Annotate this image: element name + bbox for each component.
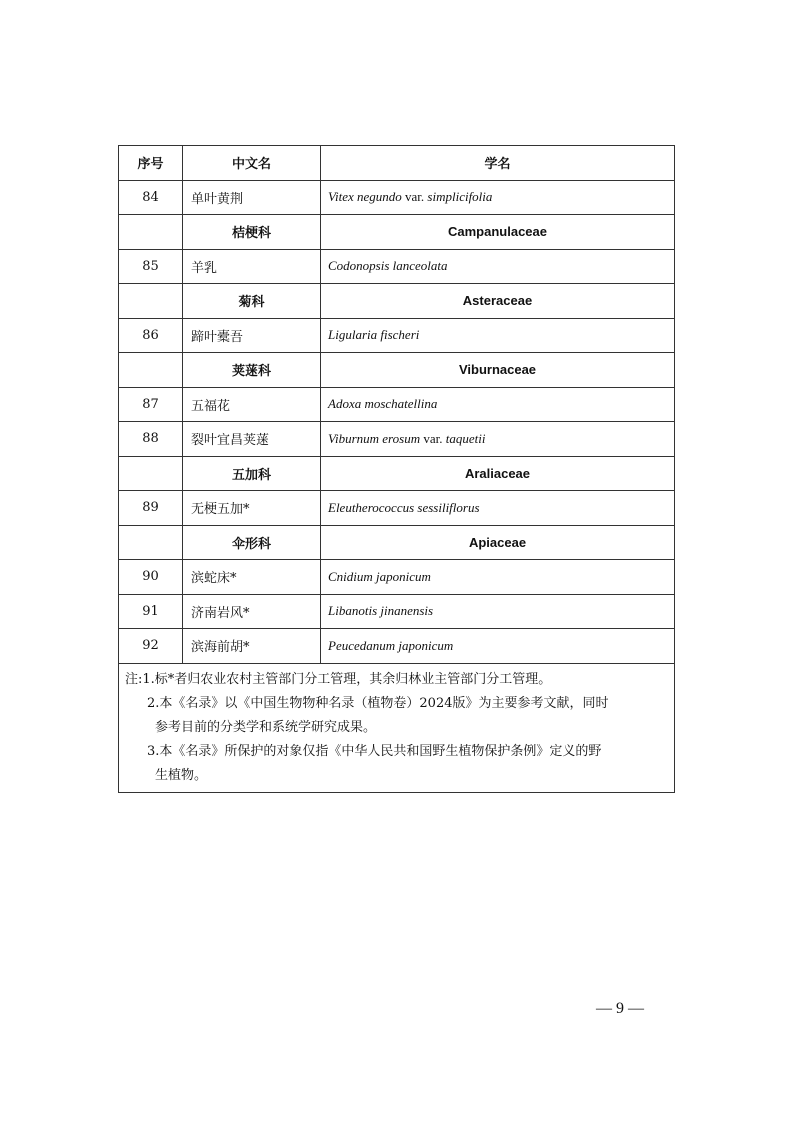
scientific-name-italic-part: Eleutherococcus sessiliflorus: [328, 499, 480, 515]
species-row: [119, 387, 675, 422]
family-empty-cell: [119, 456, 183, 491]
species-chinese-name: 济南岩风*: [183, 594, 321, 629]
family-chinese-name: 荚蒾科: [183, 353, 321, 388]
serial-number: 86: [119, 318, 183, 353]
serial-number: 90: [119, 560, 183, 595]
species-chinese-name: 羊乳: [183, 249, 321, 284]
note-3-line-1: 3.本《名录》所保护的对象仅指《中华人民共和国野生植物保护条例》定义的野: [147, 743, 602, 759]
scientific-name-italic-part: Cnidium japonicum: [328, 568, 431, 584]
scientific-name-italic-part: Adoxa moschatellina: [328, 396, 438, 412]
species-chinese-name: 裂叶宜昌荚蒾: [183, 422, 321, 457]
family-row: [119, 353, 675, 388]
species-chinese-name: 滨海前胡*: [183, 629, 321, 664]
family-empty-cell: [119, 284, 183, 319]
family-empty-cell: [119, 525, 183, 560]
family-row: [119, 215, 675, 250]
species-scientific-name: [321, 249, 675, 284]
family-chinese-name: 伞形科: [183, 525, 321, 560]
notes-row: [119, 663, 675, 792]
family-empty-cell: [119, 215, 183, 250]
species-row: [119, 249, 675, 284]
species-scientific-name: [321, 180, 675, 215]
note-1: 注:1.标*者归农业农村主管部门分工管理，其余归林业主管部门分工管理。: [125, 671, 552, 687]
family-scientific-name: Viburnaceae: [321, 353, 675, 388]
family-scientific-name: Araliaceae: [321, 456, 675, 491]
species-chinese-name: 无梗五加*: [183, 491, 321, 526]
serial-number: 84: [119, 180, 183, 215]
species-row: [119, 594, 675, 629]
header-chinese-name: 中文名: [183, 146, 321, 181]
species-scientific-name: [321, 387, 675, 422]
species-chinese-name: 五福花: [183, 387, 321, 422]
scientific-name-italic-part: Ligularia fischeri: [328, 327, 420, 343]
species-row: [119, 491, 675, 526]
family-chinese-name: 菊科: [183, 284, 321, 319]
page-number: — 9 —: [596, 1000, 644, 1017]
species-row: [119, 560, 675, 595]
family-row: [119, 525, 675, 560]
scientific-name-rank: var.: [401, 189, 428, 205]
note-2-line-1: 2.本《名录》以《中国生物物种名录（植物卷）2024版》为主要参考文献，同时: [147, 695, 609, 711]
header-scientific-name: 学名: [321, 146, 675, 181]
scientific-name-italic-part: Libanotis jinanensis: [328, 603, 434, 619]
family-scientific-name: Apiaceae: [321, 525, 675, 560]
serial-number: 89: [119, 491, 183, 526]
family-empty-cell: [119, 353, 183, 388]
note-2-line-2: 参考目前的分类学和系统学研究成果。: [155, 719, 377, 735]
header-serial-number: 序号: [119, 146, 183, 181]
serial-number: 88: [119, 422, 183, 457]
species-scientific-name: [321, 560, 675, 595]
scientific-name-italic-part: taquetii: [445, 430, 486, 446]
table-body: [119, 180, 675, 663]
scientific-name-italic-part: Vitex negundo: [328, 189, 402, 205]
family-chinese-name: 五加科: [183, 456, 321, 491]
species-chinese-name: 单叶黄荆: [183, 180, 321, 215]
species-row: [119, 318, 675, 353]
scientific-name-italic-part: Viburnum erosum: [328, 430, 421, 446]
scientific-name-italic-part: simplicifolia: [427, 189, 493, 205]
scientific-name-rank: var.: [420, 430, 446, 446]
notes-cell: [119, 663, 675, 792]
species-scientific-name: [321, 629, 675, 664]
serial-number: 85: [119, 249, 183, 284]
family-row: [119, 456, 675, 491]
scientific-name-italic-part: Peucedanum japonicum: [328, 637, 454, 653]
scientific-name-italic-part: Codonopsis lanceolata: [328, 258, 448, 274]
family-scientific-name: Asteraceae: [321, 284, 675, 319]
species-chinese-name: 蹄叶橐吾: [183, 318, 321, 353]
species-scientific-name: [321, 422, 675, 457]
protected-plants-table: [118, 145, 675, 793]
species-row: [119, 422, 675, 457]
note-3-line-2: 生植物。: [155, 767, 208, 783]
species-scientific-name: [321, 318, 675, 353]
serial-number: 92: [119, 629, 183, 664]
serial-number: 91: [119, 594, 183, 629]
species-scientific-name: [321, 594, 675, 629]
table-header-row: [119, 146, 675, 181]
species-chinese-name: 滨蛇床*: [183, 560, 321, 595]
family-scientific-name: Campanulaceae: [321, 215, 675, 250]
species-row: [119, 180, 675, 215]
serial-number: 87: [119, 387, 183, 422]
species-scientific-name: [321, 491, 675, 526]
family-row: [119, 284, 675, 319]
family-chinese-name: 桔梗科: [183, 215, 321, 250]
species-row: [119, 629, 675, 664]
